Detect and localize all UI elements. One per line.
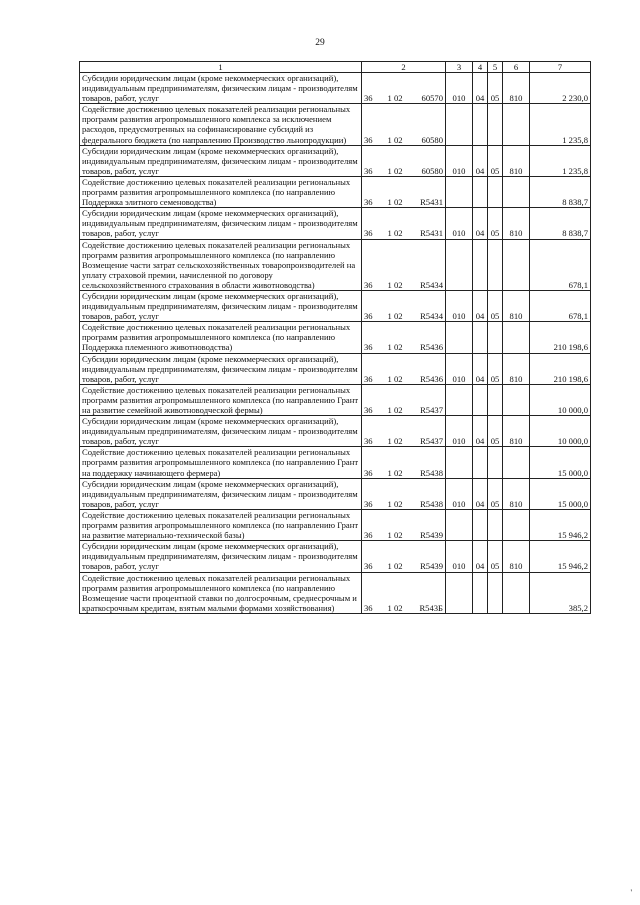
row-name-cell: Содействие достижению целевых показателей реализации региональных программ развития агропромышленного комплекса (по направлению Возмещение части процентной ставки по долгосрочным, среднесрочным и краткосрочным кредитам, взятым малыми формами хозяйствования) — [80, 572, 362, 613]
col6-cell — [503, 322, 530, 353]
table-row — [80, 239, 591, 290]
col4-cell — [473, 384, 488, 415]
amount-cell: 15 946,2 — [530, 541, 591, 572]
code-part1-cell: 36 — [362, 145, 386, 176]
row-name-cell: Содействие достижению целевых показателей реализации региональных программ развития агропромышленного комплекса (по направлению Грант на развитие семейной животноводческой фермы) — [80, 384, 362, 415]
code-part2-cell: 1 02 — [386, 541, 412, 572]
code-part3-cell: R5439 — [412, 541, 446, 572]
amount-cell: 678,1 — [530, 290, 591, 321]
amount-cell: 15 000,0 — [530, 478, 591, 509]
col4-cell — [473, 322, 488, 353]
row-name-cell: Субсидии юридическим лицам (кроме некоммерческих организаций), индивидуальным предпринимателям, физическим лицам - производителям товаров, работ, услуг — [80, 290, 362, 321]
col6-cell — [503, 447, 530, 478]
col5-cell — [488, 104, 503, 145]
code-part3-cell: R5437 — [412, 416, 446, 447]
code-part1-cell: 36 — [362, 353, 386, 384]
code-part2-cell: 1 02 — [386, 478, 412, 509]
bottom-mark: ' — [630, 888, 632, 897]
col6-cell — [503, 572, 530, 613]
code-part2-cell: 1 02 — [386, 384, 412, 415]
col6-cell — [503, 104, 530, 145]
amount-cell: 10 000,0 — [530, 416, 591, 447]
row-name-cell: Содействие достижению целевых показателей реализации региональных программ развития агропромышленного комплекса (по направлению Поддержка племенного животноводства) — [80, 322, 362, 353]
col5-cell — [488, 384, 503, 415]
col6-cell: 810 — [503, 416, 530, 447]
col4-cell — [473, 239, 488, 290]
header-cell: 5 — [488, 62, 503, 73]
col6-cell: 810 — [503, 208, 530, 239]
col5-cell: 05 — [488, 541, 503, 572]
table-row — [80, 447, 591, 478]
col3-cell — [446, 447, 473, 478]
header-cell: 1 — [80, 62, 362, 73]
code-part1-cell: 36 — [362, 509, 386, 540]
code-part1-cell: 36 — [362, 104, 386, 145]
code-part1-cell: 36 — [362, 384, 386, 415]
col4-cell — [473, 509, 488, 540]
code-part3-cell: 60580 — [412, 104, 446, 145]
col6-cell: 810 — [503, 478, 530, 509]
code-part2-cell: 1 02 — [386, 145, 412, 176]
code-part1-cell: 36 — [362, 176, 386, 207]
amount-cell: 8 838,7 — [530, 208, 591, 239]
amount-cell: 8 838,7 — [530, 176, 591, 207]
row-name-cell: Содействие достижению целевых показателей реализации региональных программ развития агропромышленного комплекса (по направлению Грант на развитие материально-технической базы) — [80, 509, 362, 540]
header-cell: 2 — [362, 62, 446, 73]
col5-cell: 05 — [488, 353, 503, 384]
code-part3-cell: R5436 — [412, 353, 446, 384]
code-part3-cell: R5431 — [412, 208, 446, 239]
amount-cell: 1 235,8 — [530, 104, 591, 145]
header-cell: 3 — [446, 62, 473, 73]
code-part1-cell: 36 — [362, 572, 386, 613]
code-part2-cell: 1 02 — [386, 322, 412, 353]
col4-cell — [473, 104, 488, 145]
page-number: 29 — [315, 38, 325, 48]
col6-cell: 810 — [503, 73, 530, 104]
table-row — [80, 290, 591, 321]
table-body — [80, 73, 591, 614]
amount-cell: 15 000,0 — [530, 447, 591, 478]
table-row — [80, 176, 591, 207]
col5-cell — [488, 509, 503, 540]
col3-cell — [446, 239, 473, 290]
row-name-cell: Содействие достижению целевых показателей реализации региональных программ развития агропромышленного комплекса (по направлению Поддержка элитного семеноводства) — [80, 176, 362, 207]
code-part2-cell: 1 02 — [386, 447, 412, 478]
col3-cell — [446, 384, 473, 415]
code-part3-cell: R543Б — [412, 572, 446, 613]
col4-cell: 04 — [473, 416, 488, 447]
amount-cell: 15 946,2 — [530, 509, 591, 540]
row-name-cell: Содействие достижению целевых показателей реализации региональных программ развития агропромышленного комплекса за исключением расходов, предусмотренных на софинансирование субсидий из федерального бюджета (по направлению Производство льнопродукции) — [80, 104, 362, 145]
code-part1-cell: 36 — [362, 447, 386, 478]
col3-cell — [446, 509, 473, 540]
table-row — [80, 208, 591, 239]
col3-cell — [446, 104, 473, 145]
code-part2-cell: 1 02 — [386, 176, 412, 207]
col6-cell — [503, 384, 530, 415]
col3-cell: 010 — [446, 208, 473, 239]
code-part3-cell: R5438 — [412, 478, 446, 509]
code-part2-cell: 1 02 — [386, 353, 412, 384]
col3-cell: 010 — [446, 73, 473, 104]
col4-cell: 04 — [473, 541, 488, 572]
col4-cell — [473, 176, 488, 207]
budget-table — [79, 61, 591, 614]
col4-cell: 04 — [473, 145, 488, 176]
code-part3-cell: R5434 — [412, 239, 446, 290]
col4-cell — [473, 447, 488, 478]
code-part2-cell: 1 02 — [386, 509, 412, 540]
col5-cell: 05 — [488, 73, 503, 104]
table-row — [80, 509, 591, 540]
col4-cell: 04 — [473, 353, 488, 384]
col6-cell: 810 — [503, 353, 530, 384]
col3-cell — [446, 322, 473, 353]
amount-cell: 2 230,0 — [530, 73, 591, 104]
code-part3-cell: R5436 — [412, 322, 446, 353]
table-row — [80, 572, 591, 613]
row-name-cell: Содействие достижению целевых показателей реализации региональных программ развития агропромышленного комплекса (по направлению Возмещение части затрат сельскохозяйственных товаропроизводителей на уплату страховой премии, начисленной по договору сельскохозяйственного страхования в области животноводства) — [80, 239, 362, 290]
col5-cell: 05 — [488, 208, 503, 239]
code-part3-cell: 60580 — [412, 145, 446, 176]
code-part2-cell: 1 02 — [386, 73, 412, 104]
code-part1-cell: 36 — [362, 322, 386, 353]
col3-cell: 010 — [446, 145, 473, 176]
col3-cell: 010 — [446, 416, 473, 447]
col3-cell: 010 — [446, 478, 473, 509]
col4-cell — [473, 572, 488, 613]
code-part1-cell: 36 — [362, 239, 386, 290]
col6-cell — [503, 176, 530, 207]
code-part3-cell: R5439 — [412, 509, 446, 540]
col5-cell: 05 — [488, 145, 503, 176]
col5-cell — [488, 322, 503, 353]
row-name-cell: Субсидии юридическим лицам (кроме некоммерческих организаций), индивидуальным предпринимателям, физическим лицам - производителям товаров, работ, услуг — [80, 478, 362, 509]
col5-cell — [488, 447, 503, 478]
col5-cell: 05 — [488, 416, 503, 447]
table-row — [80, 104, 591, 145]
row-name-cell: Субсидии юридическим лицам (кроме некоммерческих организаций), индивидуальным предпринимателям, физическим лицам - производителям товаров, работ, услуг — [80, 541, 362, 572]
table-row — [80, 145, 591, 176]
code-part2-cell: 1 02 — [386, 416, 412, 447]
code-part2-cell: 1 02 — [386, 290, 412, 321]
col5-cell: 05 — [488, 478, 503, 509]
header-row — [80, 62, 591, 73]
code-part1-cell: 36 — [362, 541, 386, 572]
code-part1-cell: 36 — [362, 208, 386, 239]
col3-cell — [446, 176, 473, 207]
code-part3-cell: R5431 — [412, 176, 446, 207]
col6-cell — [503, 239, 530, 290]
col6-cell — [503, 509, 530, 540]
col5-cell: 05 — [488, 290, 503, 321]
code-part3-cell: R5438 — [412, 447, 446, 478]
code-part1-cell: 36 — [362, 290, 386, 321]
col4-cell: 04 — [473, 73, 488, 104]
col3-cell — [446, 572, 473, 613]
col5-cell — [488, 239, 503, 290]
col6-cell: 810 — [503, 290, 530, 321]
col6-cell: 810 — [503, 541, 530, 572]
table-row — [80, 416, 591, 447]
header-cell: 7 — [530, 62, 591, 73]
code-part1-cell: 36 — [362, 73, 386, 104]
amount-cell: 210 198,6 — [530, 353, 591, 384]
code-part2-cell: 1 02 — [386, 239, 412, 290]
header-cell: 6 — [503, 62, 530, 73]
col4-cell: 04 — [473, 478, 488, 509]
col4-cell: 04 — [473, 208, 488, 239]
col6-cell: 810 — [503, 145, 530, 176]
row-name-cell: Субсидии юридическим лицам (кроме некоммерческих организаций), индивидуальным предпринимателям, физическим лицам - производителям товаров, работ, услуг — [80, 73, 362, 104]
col5-cell — [488, 572, 503, 613]
col3-cell: 010 — [446, 290, 473, 321]
row-name-cell: Содействие достижению целевых показателей реализации региональных программ развития агропромышленного комплекса (по направлению Грант на поддержку начинающего фермера) — [80, 447, 362, 478]
amount-cell: 385,2 — [530, 572, 591, 613]
amount-cell: 10 000,0 — [530, 384, 591, 415]
code-part3-cell: R5437 — [412, 384, 446, 415]
code-part3-cell: R5434 — [412, 290, 446, 321]
table-row — [80, 541, 591, 572]
col3-cell: 010 — [446, 353, 473, 384]
row-name-cell: Субсидии юридическим лицам (кроме некоммерческих организаций), индивидуальным предпринимателям, физическим лицам - производителям товаров, работ, услуг — [80, 208, 362, 239]
row-name-cell: Субсидии юридическим лицам (кроме некоммерческих организаций), индивидуальным предпринимателям, физическим лицам - производителям товаров, работ, услуг — [80, 416, 362, 447]
row-name-cell: Субсидии юридическим лицам (кроме некоммерческих организаций), индивидуальным предпринимателям, физическим лицам - производителям товаров, работ, услуг — [80, 353, 362, 384]
table-row — [80, 322, 591, 353]
code-part2-cell: 1 02 — [386, 572, 412, 613]
table-row — [80, 384, 591, 415]
code-part1-cell: 36 — [362, 478, 386, 509]
col4-cell: 04 — [473, 290, 488, 321]
code-part1-cell: 36 — [362, 416, 386, 447]
code-part3-cell: 60570 — [412, 73, 446, 104]
code-part2-cell: 1 02 — [386, 208, 412, 239]
header-cell: 4 — [473, 62, 488, 73]
col3-cell: 010 — [446, 541, 473, 572]
amount-cell: 1 235,8 — [530, 145, 591, 176]
table-row — [80, 73, 591, 104]
code-part2-cell: 1 02 — [386, 104, 412, 145]
row-name-cell: Субсидии юридическим лицам (кроме некоммерческих организаций), индивидуальным предпринимателям, физическим лицам - производителям товаров, работ, услуг — [80, 145, 362, 176]
table-row — [80, 353, 591, 384]
amount-cell: 210 198,6 — [530, 322, 591, 353]
amount-cell: 678,1 — [530, 239, 591, 290]
table-row — [80, 478, 591, 509]
col5-cell — [488, 176, 503, 207]
